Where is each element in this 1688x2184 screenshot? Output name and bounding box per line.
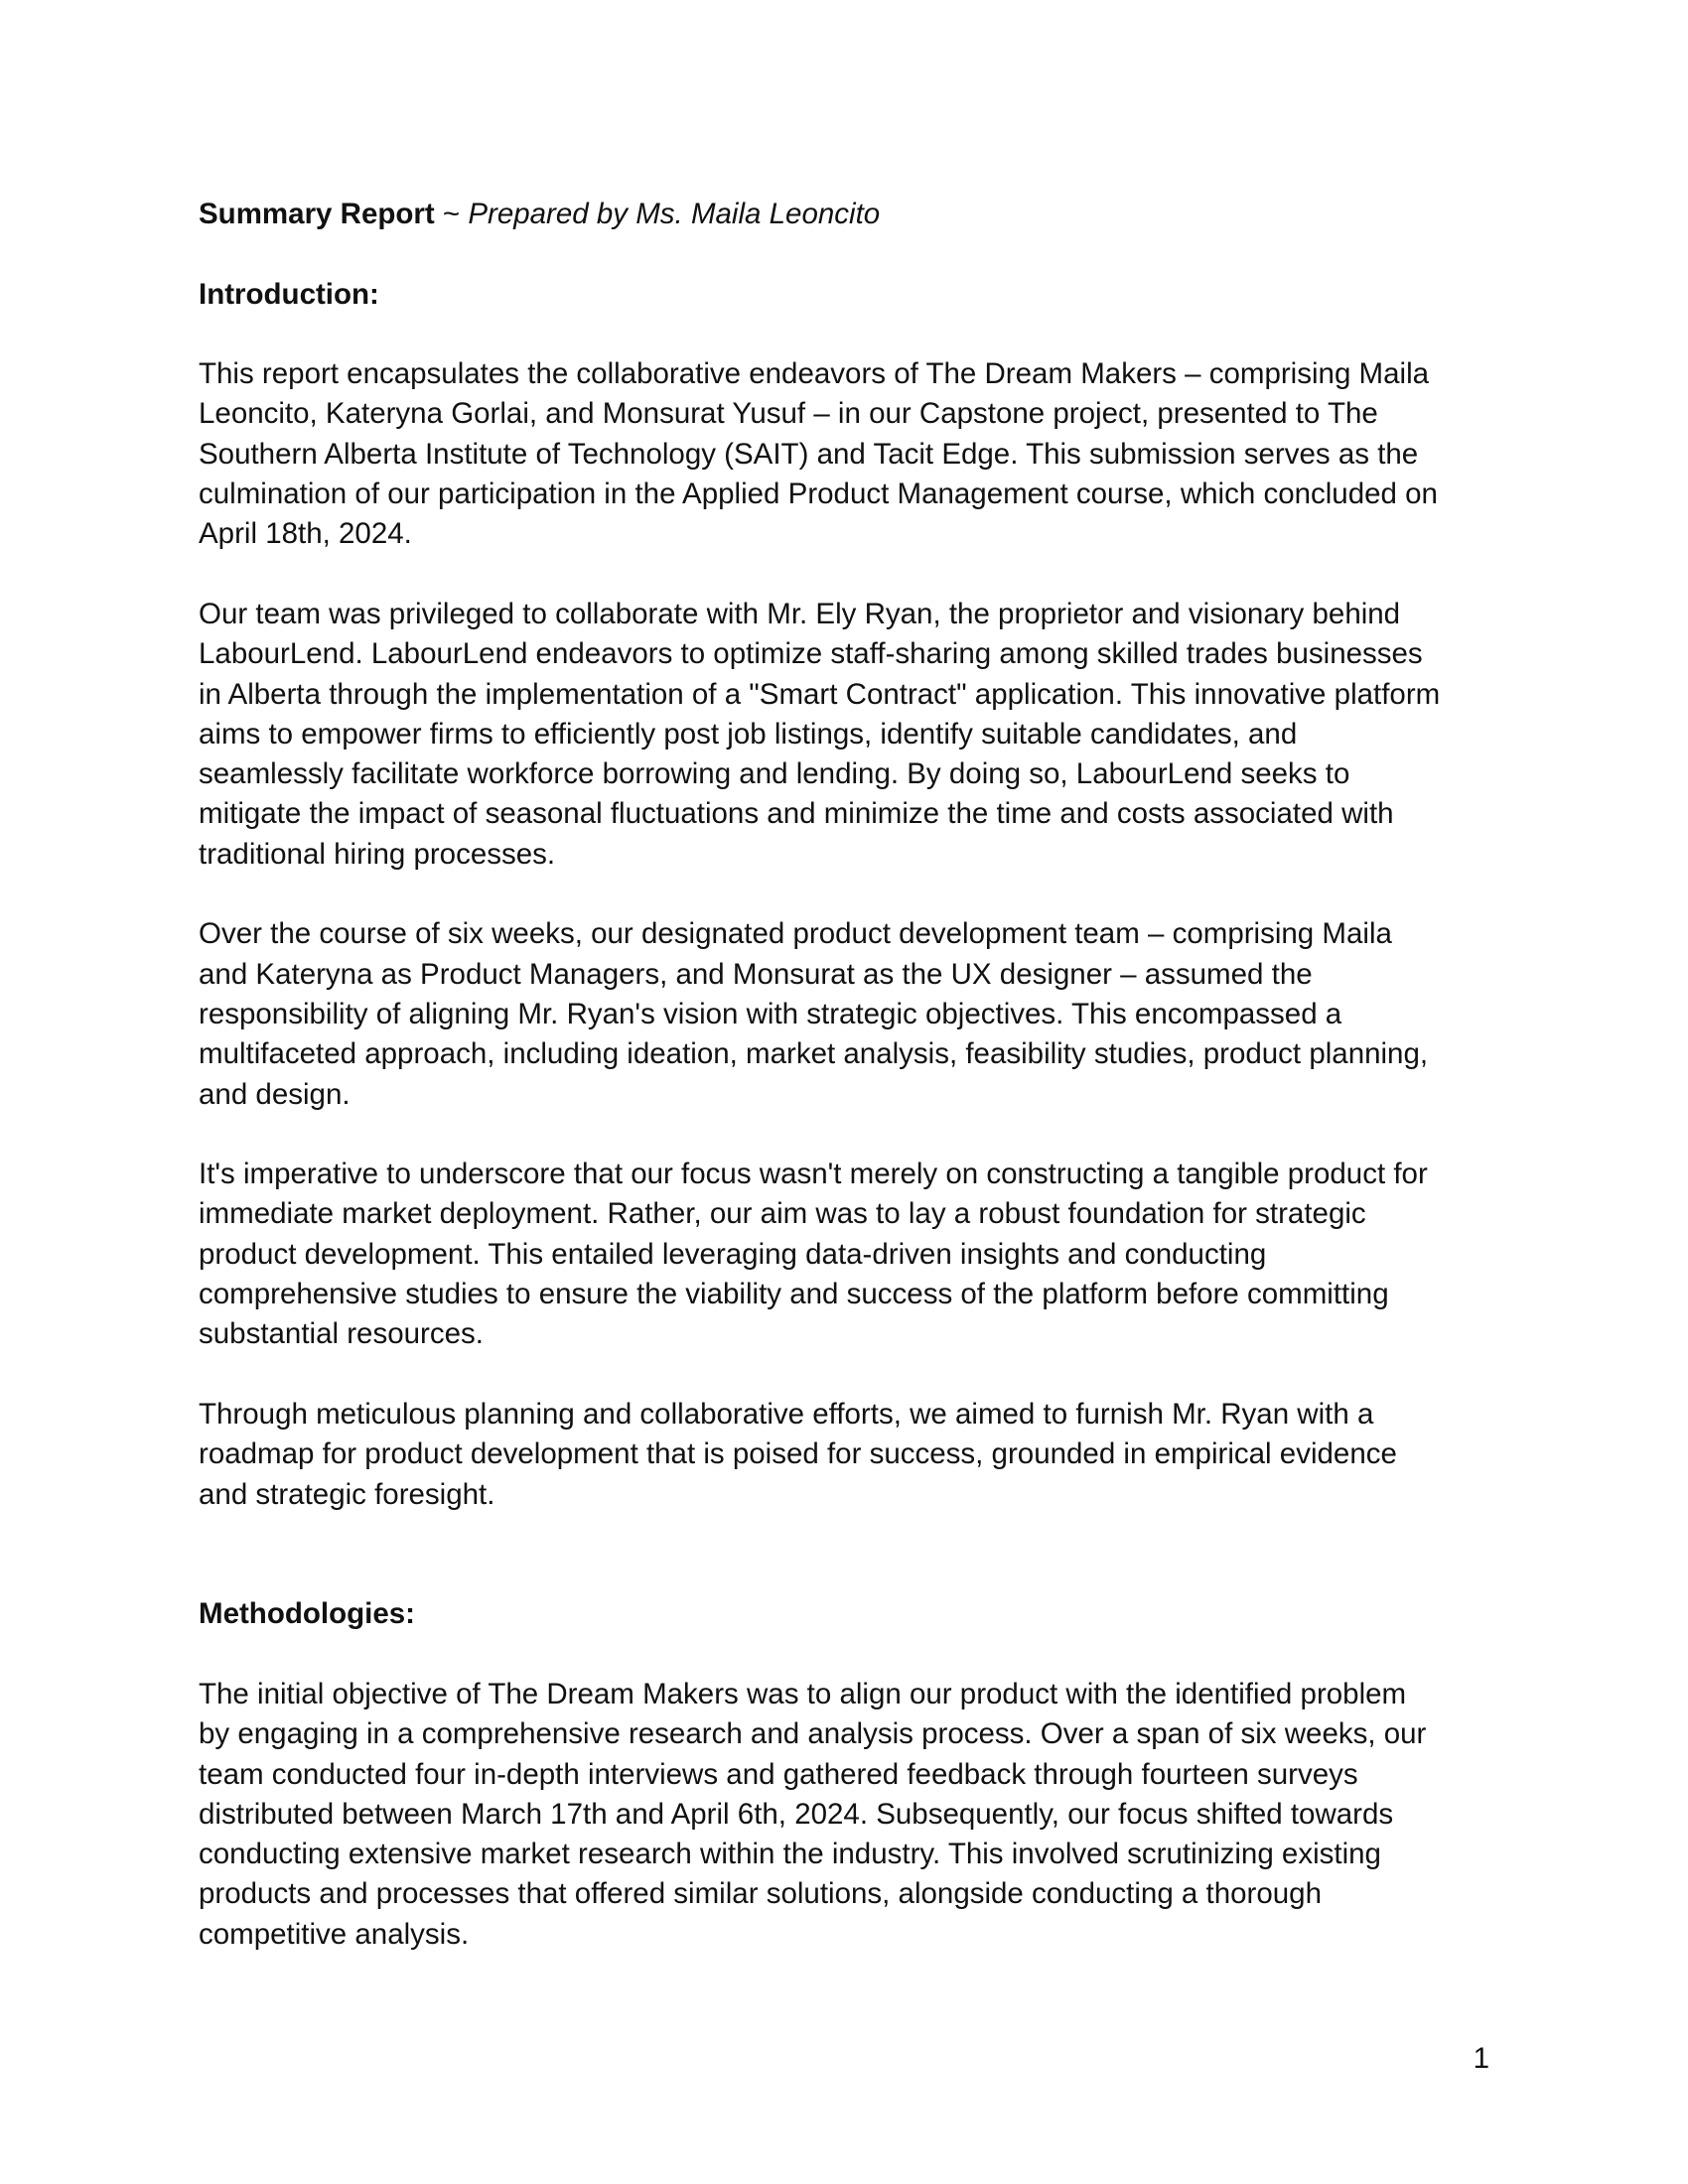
intro-paragraph-3 [199,914,1489,1114]
paragraph-line: distributed between March 17th and April 6th, 2024. Subsequently, our focus shifted towards [199,1797,1394,1831]
intro-paragraph-2 [199,595,1489,875]
paragraph-line: competitive analysis. [199,1917,470,1951]
paragraph-line: and strategic foresight. [199,1477,495,1511]
report-title-separator: ~ [434,198,469,230]
intro-paragraph-4 [199,1155,1489,1354]
paragraph-line: It's imperative to underscore that our focus wasn't merely on constructing a tangible product for [199,1158,1428,1191]
paragraph-line: multifaceted approach, including ideation, market analysis, feasibility studies, product planning, [199,1037,1429,1071]
paragraph-line: and Kateryna as Product Managers, and Monsurat as the UX designer – assumed the [199,957,1313,991]
paragraph-line: substantial resources. [199,1317,484,1351]
paragraph-line: roadmap for product development that is poised for success, grounded in empirical evidence [199,1437,1397,1471]
introduction-heading: Introduction: [199,277,379,311]
paragraph-line: mitigate the impact of seasonal fluctuations and minimize the time and costs associated with [199,797,1394,831]
paragraph-line: conducting extensive market research within the industry. This involved scrutinizing existing [199,1838,1381,1871]
report-title [199,195,1489,234]
paragraph-line: The initial objective of The Dream Makers was to align our product with the identified problem [199,1677,1407,1710]
report-title-main: Summary Report [199,198,435,230]
paragraph-line: Leoncito, Kateryna Gorlai, and Monsurat Yusuf – in our Capstone project, presented to The [199,397,1378,431]
paragraph-line: Through meticulous planning and collaborative efforts, we aimed to furnish Mr. Ryan with a [199,1397,1374,1431]
paragraph-line: April 18th, 2024. [199,517,412,551]
page-number: 1 [1473,2042,1489,2075]
paragraph-line: This report encapsulates the collaborative endeavors of The Dream Makers – comprising Maila [199,357,1430,391]
paragraph-line: Over the course of six weeks, our designated product development team – comprising Maila [199,917,1392,951]
methodologies-paragraph-1 [199,1675,1489,1955]
paragraph-line: product development. This entailed leveraging data-driven insights and conducting [199,1237,1267,1271]
paragraph-line: Southern Alberta Institute of Technology (SAIT) and Tacit Edge. This submission serves as the [199,437,1419,471]
paragraph-line: by engaging in a comprehensive research and analysis process. Over a span of six weeks, our [199,1717,1427,1751]
paragraph-line: culmination of our participation in the Applied Product Management course, which concluded on [199,478,1438,511]
paragraph-line: Our team was privileged to collaborate with Mr. Ely Ryan, the proprietor and visionary behind [199,597,1401,630]
report-title-author: Prepared by Ms. Maila Leoncito [468,198,881,230]
paragraph-line: responsibility of aligning Mr. Ryan's vision with strategic objectives. This encompassed a [199,997,1342,1030]
paragraph-line: LabourLend. LabourLend endeavors to optimize staff-sharing among skilled trades businesses [199,637,1423,671]
document-body [199,195,1489,1955]
paragraph-line: team conducted four in-depth interviews and gathered feedback through fourteen surveys [199,1757,1358,1791]
paragraph-line: and design. [199,1077,351,1111]
intro-paragraph-1 [199,354,1489,554]
methodologies-heading: Methodologies: [199,1597,415,1631]
paragraph-line: aims to empower firms to efficiently post job listings, identify suitable candidates, and [199,717,1298,751]
paragraph-line: immediate market deployment. Rather, our aim was to lay a robust foundation for strategic [199,1197,1366,1231]
paragraph-line: products and processes that offered similar solutions, alongside conducting a thorough [199,1877,1322,1911]
intro-paragraph-5 [199,1395,1489,1515]
paragraph-line: comprehensive studies to ensure the viability and success of the platform before committing [199,1278,1389,1311]
paragraph-line: seamlessly facilitate workforce borrowing and lending. By doing so, LabourLend seeks to [199,757,1350,791]
paragraph-line: in Alberta through the implementation of a "Smart Contract" application. This innovative platform [199,677,1441,711]
paragraph-line: traditional hiring processes. [199,837,556,871]
